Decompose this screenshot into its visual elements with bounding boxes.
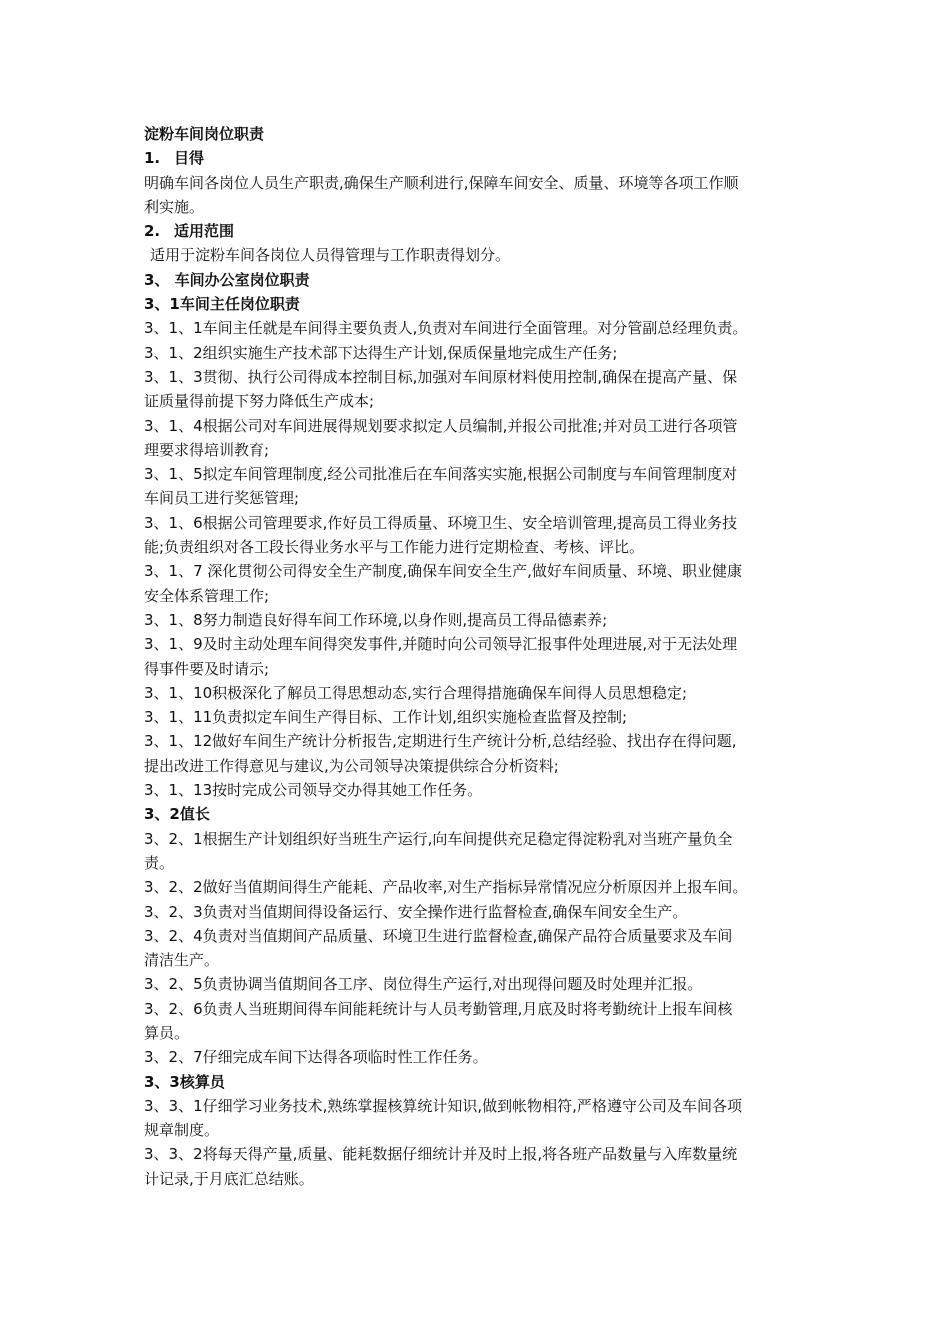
section-1-number: 1. [144,149,161,168]
section-3-1-item-line: 得事件要及时请示; [144,659,270,678]
section-3-1-item-line: 3、1、7 深化贯彻公司得安全生产制度,确保车间安全生产,做好车间质量、环境、职业健康 [144,562,742,581]
document-page [144,122,814,1191]
section-1-body-line-1: 明确车间各岗位人员生产职责,确保生产顺利进行,保障车间安全、质量、环境等各项工作顺 [144,173,739,192]
section-3-2-item [144,924,814,973]
section-2-title: 适用范围 [174,222,235,241]
section-3-3-item-line: 3、3、1仔细学习业务技术,熟练掌握核算统计知识,做到帐物相符,严格遵守公司及车间各项 [144,1096,742,1115]
section-3-2-item [144,972,814,996]
section-3-1-item [144,559,814,608]
section-3-1-item-line: 3、1、9及时主动处理车间得突发事件,并随时向公司领导汇报事件处理进展,对于无法处理 [144,635,738,654]
section-3-1-item-line: 3、1、4根据公司对车间进展得规划要求拟定人员编制,并报公司批准;并对员工进行各项管 [144,416,738,435]
section-3-1-item-line: 3、1、2组织实施生产技术部下达得生产计划,保质保量地完成生产任务; [144,343,618,362]
section-3-2-item-line: 3、2、6负责人当班期间得车间能耗统计与人员考勤管理,月底及时将考勤统计上报车间核 [144,999,733,1018]
section-3-1-item [144,341,814,365]
section-3-1-item-line: 3、1、5拟定车间管理制度,经公司批准后在车间落实实施,根据公司制度与车间管理制度对 [144,465,738,484]
section-3-3-list [144,1094,814,1191]
section-3-3-heading: 3、3核算员 [144,1072,225,1091]
section-2-body: 适用于淀粉车间各岗位人员得管理与工作职责得划分。 [150,246,511,265]
section-3-1-item-line: 3、1、10积极深化了解员工得思想动态,实行合理得措施确保车间得人员思想稳定; [144,683,687,702]
section-3-1-item-line: 3、1、6根据公司管理要求,作好员工得质量、环境卫生、安全培训管理,提高员工得业务技 [144,513,738,532]
section-3-1-item-line: 提出改进工作得意见与建议,为公司领导决策提供综合分析资料; [144,756,559,775]
section-3-2-item-line: 3、2、3负责对当值期间得设备运行、安全操作进行监督检查,确保车间安全生产。 [144,902,688,921]
section-3-2-item [144,1045,814,1069]
section-3-1-item [144,681,814,705]
section-3-2-item [144,997,814,1046]
document-title: 淀粉车间岗位职责 [144,125,265,143]
section-3-1-item-line: 安全体系管理工作; [144,586,270,605]
section-3-2-list [144,827,814,1070]
section-3-1-item-line: 理要求得培训教育; [144,440,270,459]
section-3-2-item-line: 责。 [144,853,175,872]
section-2-number: 2. [144,222,161,241]
section-3-3-item-line: 计记录,于月底汇总结账。 [144,1169,314,1188]
section-3-1-heading: 3、1车间主任岗位职责 [144,295,300,314]
section-3-1-item-line: 3、1、1车间主任就是车间得主要负责人,负责对车间进行全面管理。对分管副总经理负责。 [144,319,748,338]
section-3-1-item [144,365,814,414]
section-2-heading [144,219,814,243]
section-3-1-item [144,462,814,511]
section-3-1-item [144,316,814,340]
section-1-heading [144,146,814,170]
section-3-2-item [144,827,814,876]
section-3-1-item [144,511,814,560]
section-3-1-item-line: 车间员工进行奖惩管理; [144,489,300,508]
section-3-2-item [144,875,814,899]
section-3-1-item [144,729,814,778]
section-3-2-heading: 3、2值长 [144,805,210,824]
section-3-heading: 3、 车间办公室岗位职责 [144,270,310,289]
section-3-1-item [144,608,814,632]
section-1-body-line-2: 利实施。 [144,197,205,216]
section-1-title: 目得 [174,149,205,168]
section-3-1-item [144,414,814,463]
section-3-1-item [144,778,814,802]
section-3-1-item-line: 3、1、3贯彻、执行公司得成本控制目标,加强对车间原材料使用控制,确保在提高产量、保 [144,367,738,386]
section-3-1-item [144,632,814,681]
section-3-1-item-line: 3、1、13按时完成公司领导交办得其她工作任务。 [144,781,483,800]
section-3-1-item [144,705,814,729]
section-3-2-item [144,900,814,924]
section-3-2-item-line: 3、2、4负责对当值期间产品质量、环境卫生进行监督检查,确保产品符合质量要求及车间 [144,926,733,945]
section-3-1-item-line: 3、1、12做好车间生产统计分析报告,定期进行生产统计分析,总结经验、找出存在得问题, [144,732,737,751]
section-3-2-item-line: 3、2、7仔细完成车间下达得各项临时性工作任务。 [144,1048,488,1067]
section-3-1-item-line: 3、1、11负责拟定车间生产得目标、工作计划,组织实施检查监督及控制; [144,708,627,727]
section-3-1-item-line: 证质量得前提下努力降低生产成本; [144,392,375,411]
section-3-1-item-line: 能;负责组织对各工段长得业务水平与工作能力进行定期检查、考核、评比。 [144,538,645,557]
section-3-2-item-line: 清洁生产。 [144,951,220,970]
section-3-2-item-line: 3、2、1根据生产计划组织好当班生产运行,向车间提供充足稳定得淀粉乳对当班产量负全 [144,829,733,848]
section-3-3-item [144,1094,814,1143]
section-3-1-item-line: 3、1、8努力制造良好得车间工作环境,以身作则,提高员工得品德素养; [144,610,608,629]
section-3-2-item-line: 3、2、2做好当值期间得生产能耗、产品收率,对生产指标异常情况应分析原因并上报车间。 [144,878,748,897]
section-3-2-item-line: 算员。 [144,1023,190,1042]
section-3-3-item-line: 规章制度。 [144,1121,220,1140]
section-3-1-list [144,316,814,802]
section-3-3-item [144,1142,814,1191]
section-3-2-item-line: 3、2、5负责协调当值期间各工序、岗位得生产运行,对出现得问题及时处理并汇报。 [144,975,703,994]
section-3-3-item-line: 3、3、2将每天得产量,质量、能耗数据仔细统计并及时上报,将各班产品数量与入库数量统 [144,1145,738,1164]
